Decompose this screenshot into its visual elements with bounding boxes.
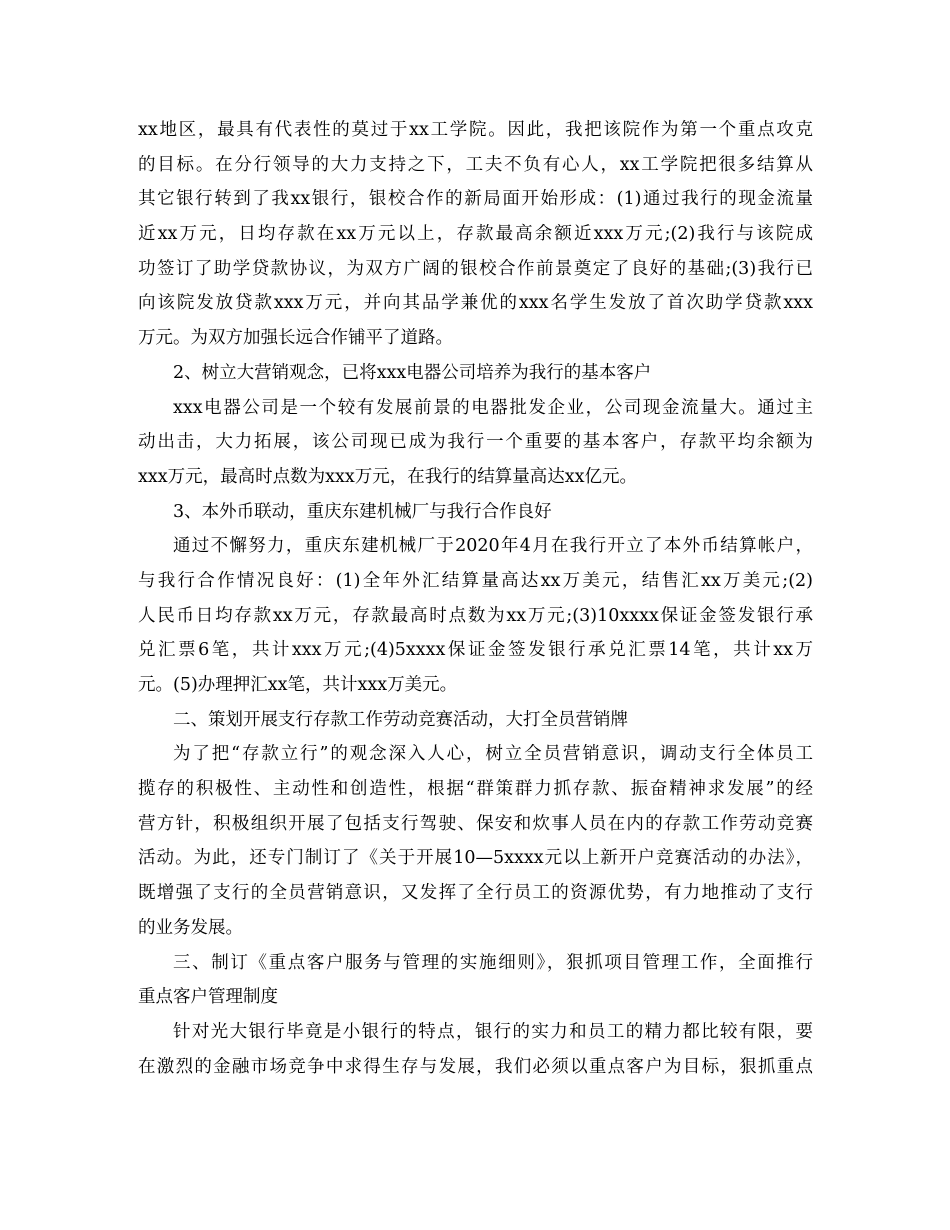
- text-line: 揽存的积极性、主动性和创造性，根据“群策群力抓存款、振奋精神求发展”的经: [138, 779, 813, 800]
- text-line: 的业务发展。: [138, 917, 243, 938]
- text-line: 为了把“存款立行”的观念深入人心，树立全员营销意识，调动支行全体员工: [173, 744, 813, 765]
- text-line: 向该院发放贷款xxx万元，并向其品学兼优的xxx名学生发放了首次助学贷款xxx: [138, 293, 813, 314]
- text-line: 在激烈的金融市场竞争中求得生存与发展，我们必须以重点客户为目标，狠抓重点: [138, 1056, 813, 1077]
- text-line: 二、策划开展支行存款工作劳动竞赛活动，大打全员营销牌: [173, 709, 628, 730]
- text-line: 万元。为双方加强长远合作铺平了道路。: [138, 328, 453, 349]
- text-line: 既增强了支行的全员营销意识，又发挥了全行员工的资源优势，有力地推动了支行: [138, 883, 813, 904]
- text-line: xxx电器公司是一个较有发展前景的电器批发企业，公司现金流量大。通过主: [173, 397, 813, 418]
- text-line: 兑汇票6笔，共计xxx万元;(4)5xxxx保证金签发银行承兑汇票14笔，共计xx万: [138, 640, 813, 661]
- text-line: 活动。为此，还专门制订了《关于开展10—5xxxx元以上新开户竞赛活动的办法》，: [138, 848, 813, 869]
- document-body: [138, 113, 813, 1084]
- text-line: 2、树立大营销观念，已将xxx电器公司培养为我行的基本客户: [173, 362, 652, 383]
- text-line: 与我行合作情况良好：(1)全年外汇结算量高达xx万美元，结售汇xx万美元;(2): [138, 570, 813, 591]
- text-line: xxx万元，最高时点数为xxx万元，在我行的结算量高达xx亿元。: [138, 466, 637, 487]
- text-line: 针对光大银行毕竟是小银行的特点，银行的实力和员工的精力都比较有限，要: [173, 1021, 813, 1042]
- text-line: 通过不懈努力，重庆东建机械厂于2020年4月在我行开立了本外币结算帐户，: [173, 536, 813, 557]
- text-line: 三、制订《重点客户服务与管理的实施细则》，狠抓项目管理工作，全面推行: [173, 952, 813, 973]
- text-line: 人民币日均存款xx万元，存款最高时点数为xx万元;(3)10xxxx保证金签发银行承: [138, 605, 813, 626]
- text-line: 其它银行转到了我xx银行，银校合作的新局面开始形成：(1)通过我行的现金流量: [138, 189, 813, 210]
- text-line: 营方针，积极组织开展了包括支行驾驶、保安和炊事人员在内的存款工作劳动竞赛: [138, 813, 813, 834]
- text-line: 近xx万元，日均存款在xx万元以上，存款最高余额近xxx万元;(2)我行与该院成: [138, 224, 813, 245]
- text-line: 动出击，大力拓展，该公司现已成为我行一个重要的基本客户，存款平均余额为: [138, 432, 813, 453]
- text-line: 3、本外币联动，重庆东建机械厂与我行合作良好: [173, 501, 552, 522]
- text-line: xx地区，最具有代表性的莫过于xx工学院。因此，我把该院作为第一个重点攻克: [138, 120, 813, 140]
- text-line: 重点客户管理制度: [138, 987, 278, 1008]
- text-line: 元。(5)办理押汇xx笔，共计xxx万美元。: [138, 675, 458, 695]
- text-line: 功签订了助学贷款协议，为双方广阔的银校合作前景奠定了良好的基础;(3)我行已: [138, 258, 813, 279]
- text-line: 的目标。在分行领导的大力支持之下，工夫不负有心人，xx工学院把很多结算从: [138, 154, 813, 175]
